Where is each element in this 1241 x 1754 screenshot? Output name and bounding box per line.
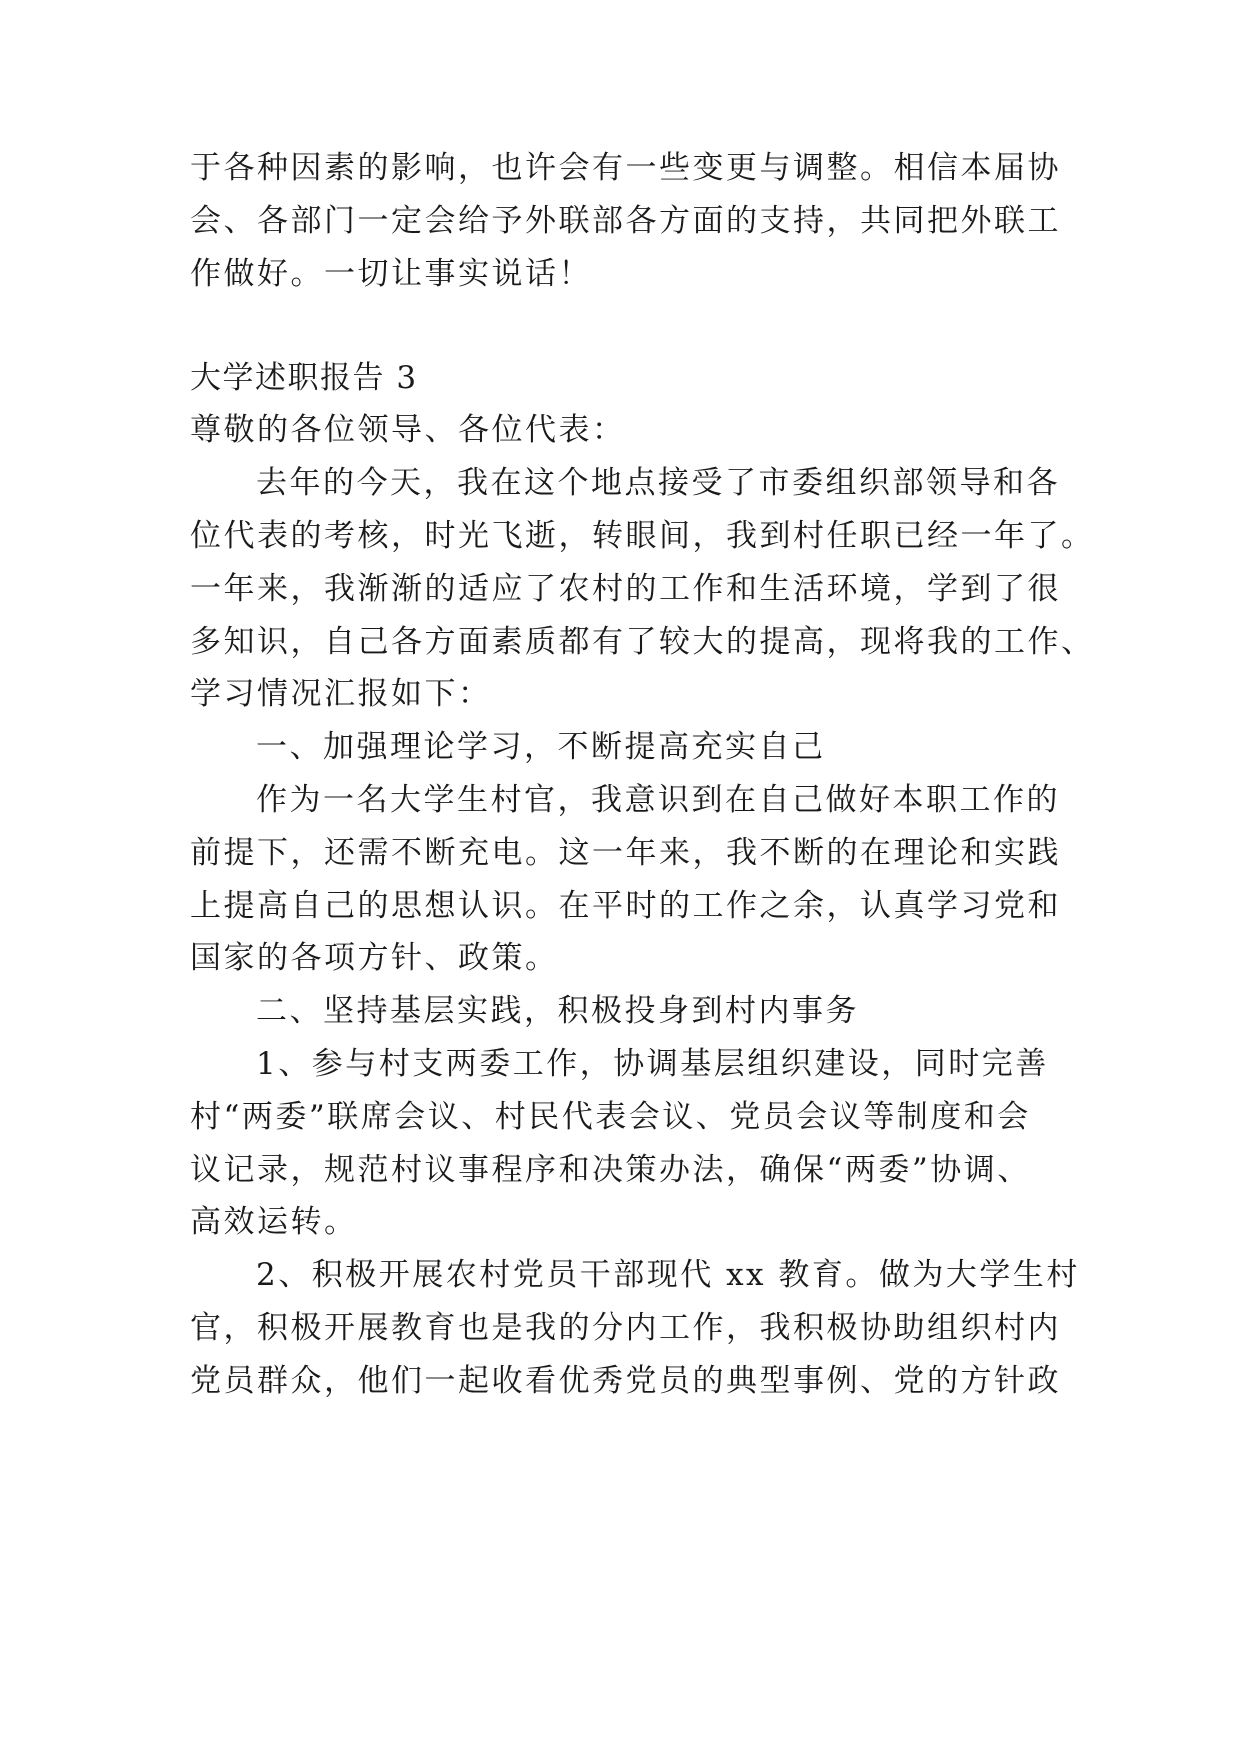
item2-line-2: 官，积极开展教育也是我的分内工作，我积极协助组织村内 <box>190 1310 1061 1346</box>
item2-line-3: 党员群众，他们一起收看优秀党员的典型事例、党的方针政 <box>190 1363 1061 1399</box>
section-title: 大学述职报告 3 <box>190 360 418 396</box>
intro-line-1: 于各种因素的影响，也许会有一些变更与调整。相信本届协 <box>190 150 1061 186</box>
intro-line-3: 作做好。一切让事实说话！ <box>190 256 592 292</box>
para2-line-2: 前提下，还需不断充电。这一年来，我不断的在理论和实践 <box>190 835 1061 871</box>
item1-line-2: 村“两委”联席会议、村民代表会议、党员会议等制度和会 <box>190 1099 1031 1135</box>
para2-line-4: 国家的各项方针、政策。 <box>190 940 559 976</box>
item2-line-1: 2、积极开展农村党员干部现代 xx 教育。做为大学生村 <box>256 1257 1080 1293</box>
para1-line-2: 位代表的考核，时光飞逝，转眼间，我到村任职已经一年了。 <box>190 518 1095 554</box>
para1-line-5: 学习情况汇报如下： <box>190 676 492 712</box>
intro-line-2: 会、各部门一定会给予外联部各方面的支持，共同把外联工 <box>190 203 1061 239</box>
item1-line-1: 1、参与村支两委工作，协调基层组织建设，同时完善 <box>256 1046 1049 1082</box>
para2-line-3: 上提高自己的思想认识。在平时的工作之余，认真学习党和 <box>190 888 1061 924</box>
item1-line-4: 高效运转。 <box>190 1204 358 1240</box>
heading-1: 一、加强理论学习，不断提高充实自己 <box>256 729 826 765</box>
para1-line-3: 一年来，我渐渐的适应了农村的工作和生活环境，学到了很 <box>190 571 1061 607</box>
item1-line-3: 议记录，规范村议事程序和决策办法，确保“两委”协调、 <box>190 1152 1031 1188</box>
heading-2: 二、坚持基层实践，积极投身到村内事务 <box>256 993 859 1029</box>
para1-line-4: 多知识，自己各方面素质都有了较大的提高，现将我的工作、 <box>190 624 1095 660</box>
para1-line-1: 去年的今天，我在这个地点接受了市委组织部领导和各 <box>256 465 1060 501</box>
para2-line-1: 作为一名大学生村官，我意识到在自己做好本职工作的 <box>256 782 1060 818</box>
salutation: 尊敬的各位领导、各位代表： <box>190 412 626 448</box>
